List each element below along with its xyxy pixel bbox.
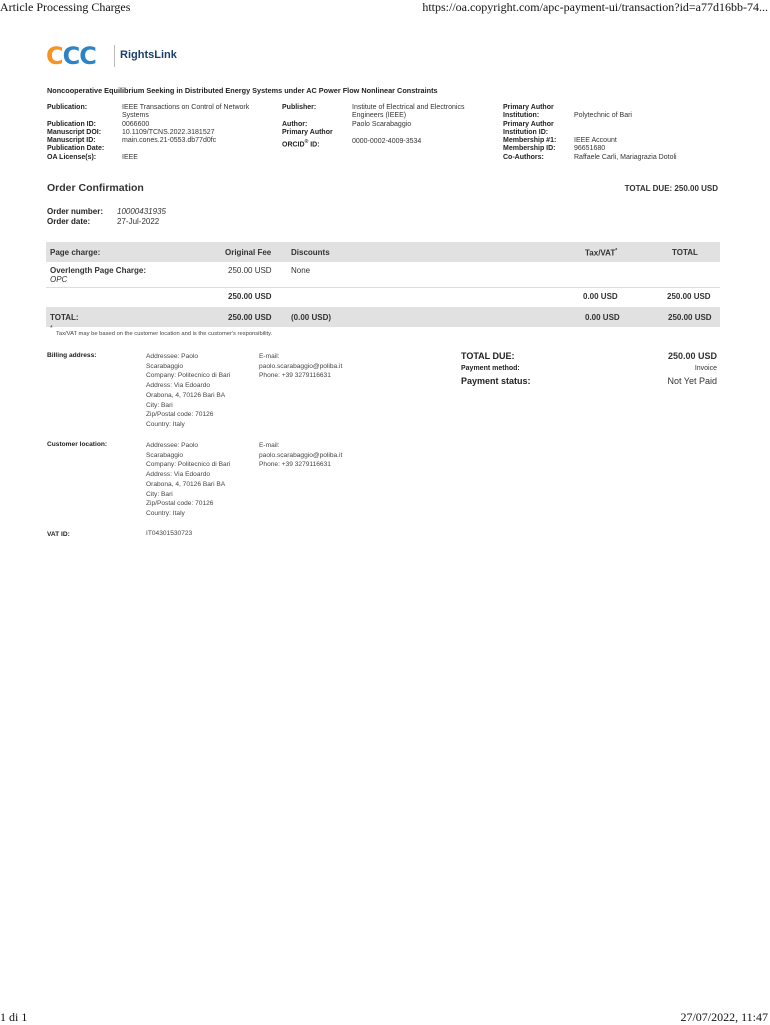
print-footer-page: 1 di 1 (0, 1010, 28, 1024)
membership-1-label: Membership #1: (503, 137, 557, 145)
customer-line: Company: Politecnico di Bari (146, 461, 231, 469)
billing-line: Scarabaggio (146, 362, 184, 370)
payment-status-value: Not Yet Paid (667, 376, 717, 386)
publisher-values (352, 104, 492, 146)
customer-line: Orabona, 4, 70126 Bari BA (146, 480, 226, 488)
print-header-title: Article Processing Charges (0, 0, 131, 14)
subtotal-tax: 0.00 USD (583, 292, 618, 301)
publication-values (122, 104, 262, 162)
author-label: Author: (282, 120, 308, 128)
col-tax-vat: Tax/VAT* (585, 248, 618, 258)
billing-line: Addressee: Paolo (146, 353, 199, 360)
ccc-logo-mark: CCC (46, 42, 96, 70)
subtotal-total: 250.00 USD (667, 292, 711, 301)
manuscript-id-value: main.cones.21-0553.db77d0fc (122, 137, 217, 145)
publisher-labels (282, 104, 352, 150)
customer-email[interactable]: paolo.scarabaggio@poliba.it (259, 451, 343, 459)
order-date-label: Order date: (47, 217, 91, 226)
manuscript-doi-value: 10.1109/TCNS.2022.3181527 (122, 128, 215, 136)
col-original-fee: Original Fee (225, 248, 272, 257)
print-header-url[interactable]: https://oa.copyright.com/apc-payment-ui/transaction?id=a77d16bb-74... (422, 0, 768, 14)
billing-line: Address: Via Edoardo (146, 382, 211, 390)
vat-id-label: VAT ID: (47, 531, 70, 538)
vat-id-value: IT04301530723 (146, 530, 193, 537)
tax-footnote: Tax/VAT may be based on the customer location and is the customer's responsibility. (56, 331, 273, 337)
primary-author-institution-id-label-1: Primary Author (503, 120, 554, 128)
institution-value: Polytechnic of Bari (574, 112, 632, 120)
billing-line: Orabona, 4, 70126 Bari BA (146, 391, 226, 399)
publication-labels (47, 104, 117, 162)
customer-line: Address: Via Edoardo (146, 471, 211, 479)
primary-author-institution-label-1: Primary Author (503, 104, 554, 111)
payment-method-label: Payment method: (461, 365, 520, 372)
publisher-label: Publisher: (282, 104, 317, 111)
publication-value: IEEE Transactions on Control of Network Systems (122, 104, 250, 120)
col-total: TOTAL (672, 248, 698, 257)
co-authors-value: Raffaele Carli, Mariagrazia Dotoli (574, 153, 677, 161)
oa-license-label: OA License(s): (47, 153, 97, 161)
publication-id-label: Publication ID: (47, 120, 96, 128)
customer-location-block (146, 441, 251, 519)
totals-label: TOTAL: (50, 313, 79, 322)
primary-author-institution-label-2: Institution: (503, 112, 540, 120)
payment-method-value: Invoice (694, 365, 717, 372)
summary-total-due-label: TOTAL DUE: (461, 351, 515, 361)
publication-date-label: Publication Date: (47, 145, 105, 153)
totals-discounts: (0.00 USD) (291, 313, 332, 322)
publication-label: Publication: (47, 104, 88, 111)
charge-row-code: OPC (50, 275, 68, 284)
customer-line: Addressee: Paolo (146, 442, 199, 449)
order-date-value: 27-Jul-2022 (117, 217, 160, 226)
membership-1-value: IEEE Account (574, 137, 617, 145)
logo-divider (114, 45, 115, 67)
table-divider (46, 287, 720, 288)
publication-date-value (122, 145, 262, 153)
totals-tax: 0.00 USD (585, 313, 620, 322)
totals-total: 250.00 USD (668, 313, 712, 322)
rightslink-logo (46, 44, 206, 70)
article-title: Noncooperative Equilibrium Seeking in Distributed Energy Systems under AC Power Flow Nonlinear Constraints (47, 86, 438, 95)
author-info-labels (503, 104, 571, 162)
payment-status-label: Payment status: (461, 376, 531, 386)
customer-line: City: Bari (146, 490, 173, 498)
billing-contact (259, 352, 369, 381)
billing-phone: Phone: +39 3279116631 (259, 372, 331, 380)
customer-location-label: Customer location: (47, 441, 108, 448)
orcid-value: 0000-0002-4009-3534 (352, 138, 422, 146)
totals-fee: 250.00 USD (228, 313, 272, 322)
billing-email-label: E-mail: (259, 353, 280, 360)
order-number-label: Order number: (47, 207, 104, 216)
billing-address-label: Billing address: (47, 352, 97, 359)
subtotal-fee: 250.00 USD (228, 292, 272, 301)
customer-email-label: E-mail: (259, 442, 280, 449)
manuscript-doi-label: Manuscript DOI: (47, 128, 102, 136)
billing-address-block (146, 352, 251, 430)
billing-email[interactable]: paolo.scarabaggio@poliba.it (259, 362, 343, 370)
publisher-value: Institute of Electrical and Electronics Engineers (IEEE) (352, 104, 465, 120)
customer-phone: Phone: +39 3279116631 (259, 461, 331, 469)
col-page-charge: Page charge: (50, 248, 101, 257)
customer-contact (259, 441, 369, 470)
oa-license-value: IEEE (122, 153, 138, 161)
total-due-header: TOTAL DUE: 250.00 USD (624, 184, 718, 193)
print-footer-datetime: 27/07/2022, 11:47 (680, 1010, 768, 1024)
charges-table-header (46, 242, 720, 262)
customer-line: Country: Italy (146, 509, 185, 517)
co-authors-label: Co-Authors: (503, 153, 544, 161)
charge-row-discounts: None (291, 266, 311, 275)
primary-author-label: Primary Author (282, 128, 333, 136)
order-number-value: 10000431935 (117, 207, 166, 216)
rightslink-wordmark: RightsLink (120, 49, 177, 61)
charge-row-name: Overlength Page Charge: (50, 266, 147, 275)
order-confirmation-heading: Order Confirmation (47, 182, 144, 194)
publication-id-value: 0066600 (122, 120, 150, 128)
membership-id-label: Membership ID: (503, 145, 556, 153)
customer-line: Scarabaggio (146, 451, 184, 459)
author-info-values (574, 112, 724, 162)
col-discounts: Discounts (291, 248, 330, 257)
manuscript-id-label: Manuscript ID: (47, 137, 96, 145)
billing-line: Zip/Postal code: 70126 (146, 411, 214, 419)
author-value: Paolo Scarabaggio (352, 120, 412, 128)
charge-row-fee: 250.00 USD (228, 266, 272, 275)
customer-line: Zip/Postal code: 70126 (146, 500, 214, 508)
primary-author-institution-id-label-2: Institution ID: (503, 128, 549, 136)
membership-id-value: 96651680 (574, 145, 606, 153)
billing-line: Country: Italy (146, 420, 185, 428)
billing-line: City: Bari (146, 401, 173, 409)
orcid-label: ORCID® ID: (282, 139, 320, 149)
billing-line: Company: Politecnico di Bari (146, 372, 231, 380)
footnote-mark: * (50, 325, 53, 332)
summary-total-due: 250.00 USD (667, 351, 717, 361)
